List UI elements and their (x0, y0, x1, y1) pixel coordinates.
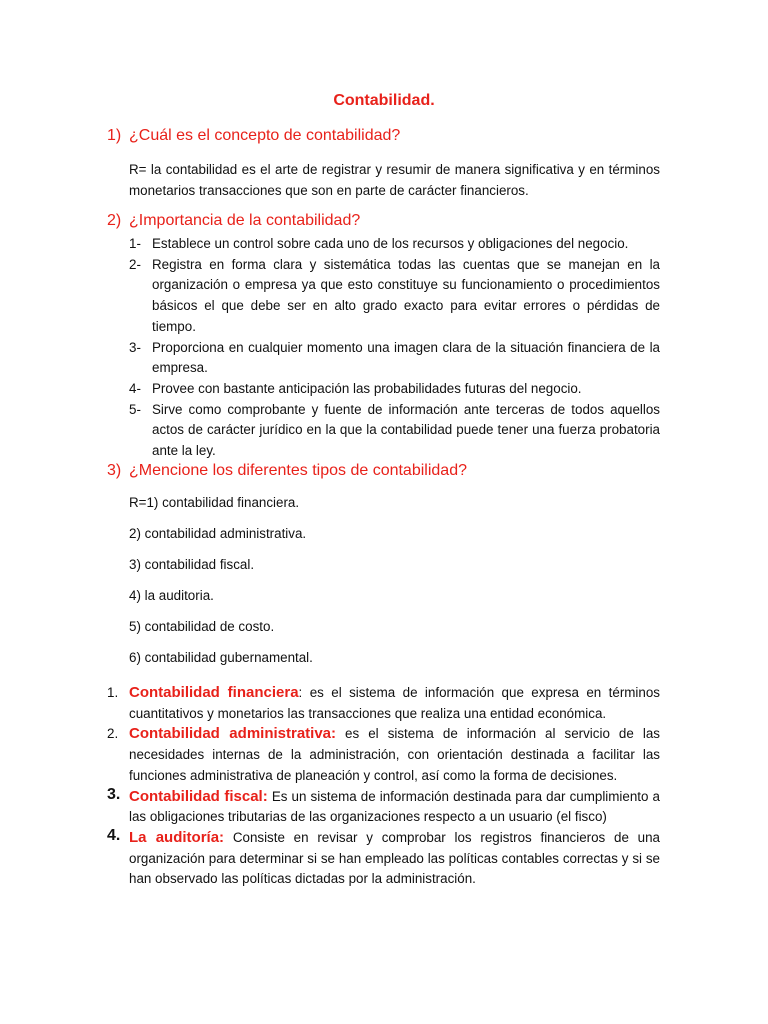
definition-item (107, 828, 660, 890)
list-item-text: Establece un control sobre cada uno de los recursos y obligaciones del negocio. (152, 236, 629, 251)
type-line: 2) contabilidad administrativa. (129, 526, 307, 541)
list-item (129, 379, 660, 400)
list-item-number: 4- (129, 380, 141, 396)
document-title: Contabilidad. (333, 92, 435, 109)
list-item-text: Registra en forma clara y sistemática todas las cuentas que se manejan en la organización o empresa ya que esto constituye su funcionamiento o procedimientos básicos el que debe ser en alto grado exacto para evitar errores o pérdidas de tiempo. (152, 256, 660, 334)
definitions-list (107, 683, 660, 890)
definition-text: es el sistema de información que expresa en términos cuantitativos y monetarios las transacciones que realiza una entidad económica. (129, 685, 660, 721)
type-line: R=1) contabilidad financiera. (129, 495, 300, 510)
question-number: 1) (107, 127, 122, 144)
definition-term: Contabilidad administrativa: (129, 725, 337, 743)
type-line: 6) contabilidad gubernamental. (129, 650, 313, 665)
list-item (129, 234, 660, 255)
definition-number: 2. (107, 726, 119, 742)
list-item-text: Sirve como comprobante y fuente de información ante terceras de todos aquellos actos de carácter jurídico en la que la contabilidad puede tener una fuerza probatoria ante la ley. (152, 401, 660, 459)
list-item (129, 338, 660, 379)
question-number: 2) (107, 212, 122, 229)
list-item-number: 5- (129, 401, 141, 417)
list-item-number: 2- (129, 256, 141, 272)
definition-term: Contabilidad financiera (129, 684, 299, 701)
type-line: 4) la auditoria. (129, 588, 214, 603)
list-item-number: 1- (129, 236, 141, 251)
question-3-heading (107, 462, 467, 480)
list-item-text: Provee con bastante anticipación las probabilidades futuras del negocio. (152, 380, 582, 396)
question-1-answer: R= la contabilidad es el arte de registrar y resumir de manera significativa y en términos monetarios transacciones que son en parte de carácter financieros. (129, 162, 660, 198)
list-item (129, 400, 660, 462)
definition-number: 1. (107, 685, 119, 700)
question-text: ¿Mencione los diferentes tipos de contabilidad? (129, 462, 467, 479)
question-text: ¿Importancia de la contabilidad? (129, 212, 361, 229)
definition-item (107, 724, 660, 786)
definition-text: Es un sistema de información destinada para dar cumplimiento a las obligaciones tributarias de las organizaciones respecto a un usuario (el fisco) (129, 788, 661, 825)
type-line: 5) contabilidad de costo. (129, 619, 275, 634)
definition-number: 4. (107, 826, 121, 844)
importance-list (129, 234, 660, 462)
definition-term: Contabilidad fiscal: (129, 787, 268, 805)
question-number: 3) (107, 462, 122, 479)
definition-item (107, 787, 660, 828)
list-item (129, 255, 660, 338)
question-2-heading (107, 212, 360, 230)
definition-text: es el sistema de información al servicio de las necesidades internas de la administración, con orientación destinada a facilitar las funciones administrativa de planeación y control, así como la forma de decisiones. (129, 726, 660, 783)
list-item-number: 3- (129, 339, 141, 355)
definition-term: La auditoría: (129, 828, 225, 846)
definition-item (107, 683, 660, 724)
type-line: 3) contabilidad fiscal. (129, 557, 255, 572)
question-text: ¿Cuál es el concepto de contabilidad? (129, 127, 401, 144)
definition-number: 3. (107, 785, 121, 803)
definition-text: Consiste en revisar y comprobar los registros financieros de una organización para determinar si se han empleado las políticas contables correctas y si se han observado las políticas dictadas por la administración. (129, 829, 661, 887)
list-item-text: Proporciona en cualquier momento una imagen clara de la situación financiera de la empresa. (152, 339, 660, 376)
question-1-heading (107, 127, 400, 145)
definition-term-separator: : (298, 685, 303, 700)
